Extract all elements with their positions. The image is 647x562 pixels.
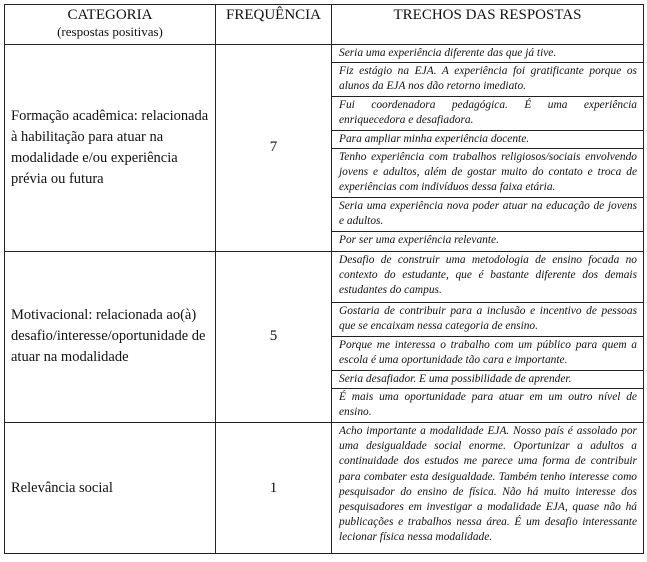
header-frequencia-label: FREQUÊNCIA xyxy=(225,7,321,23)
header-trechos-label: TRECHOS DAS RESPOSTAS xyxy=(393,7,582,23)
category-cell: Formação acadêmica: relacionada à habilitação para atuar na modalidade e/ou experiência prévia ou futura xyxy=(5,45,216,252)
frequency-cell: 5 xyxy=(216,251,332,422)
quote-cell: Seria uma experiência nova poder atuar na educação de jovens e adultos. xyxy=(332,197,644,231)
category-cell: Relevância social xyxy=(5,423,216,554)
table-row xyxy=(5,45,644,63)
quote-cell: É mais uma oportunidade para atuar em um outro nível de ensino. xyxy=(332,389,644,423)
quote-cell: Seria uma experiência diferente das que já tive. xyxy=(332,45,644,63)
quote-cell: Desafio de construir uma metodologia de ensino focada no contexto do estudante, que é bastante diferente dos demais estudantes do campus. xyxy=(332,251,644,302)
quote-cell: Fui coordenadora pedagógica. É uma experiência enriquecedora e desafiadora. xyxy=(332,97,644,130)
quote-cell: Para ampliar minha experiência docente. xyxy=(332,130,644,148)
quote-cell: Gostaria de contribuir para a inclusão e incentivo de pessoas que se encaixam nessa categoria de ensino. xyxy=(332,302,644,336)
responses-table xyxy=(4,4,644,554)
header-row xyxy=(5,5,644,45)
quote-cell: Tenho experiência com trabalhos religiosos/sociais envolvendo jovens e adultos, além de gostar muito do contato e troca de experiências com indivíduos dessa faixa etária. xyxy=(332,148,644,197)
category-cell: Motivacional: relacionada ao(à) desafio/interesse/oportunidade de atuar na modalidade xyxy=(5,251,216,422)
quote-cell: Seria desafiador. E uma possibilidade de aprender. xyxy=(332,370,644,388)
header-categoria-label: CATEGORIA xyxy=(67,7,153,23)
table-row xyxy=(5,423,644,554)
table-row xyxy=(5,251,644,302)
header-categoria-sub: (respostas positivas) xyxy=(57,24,163,39)
frequency-cell: 7 xyxy=(216,45,332,252)
quote-cell: Acho importante a modalidade EJA. Nosso país é assolado por uma desigualdade social enorme. Oportunizar a adultos a continuidade dos estudos me parece uma forma de contribuir para combater esta desigualdade. Também tenho interesse como pesquisador do ensino de física. Não há muito interesse dos pesquisadores em investigar a modalidade EJA, quase não há publicações e trabalhos nessa área. É um desafio interessante lecionar física nessa modalidade. xyxy=(332,423,644,554)
header-frequencia xyxy=(216,5,332,45)
header-categoria xyxy=(5,5,216,45)
header-trechos xyxy=(332,5,644,45)
quote-cell: Fiz estágio na EJA. A experiência foi gratificante porque os alunos da EJA nos dão retorno imediato. xyxy=(332,63,644,97)
quote-cell: Por ser uma experiência relevante. xyxy=(332,231,644,251)
quote-cell: Porque me interessa o trabalho com um público para quem a escola é uma oportunidade tão cara e importante. xyxy=(332,336,644,370)
frequency-cell: 1 xyxy=(216,423,332,554)
